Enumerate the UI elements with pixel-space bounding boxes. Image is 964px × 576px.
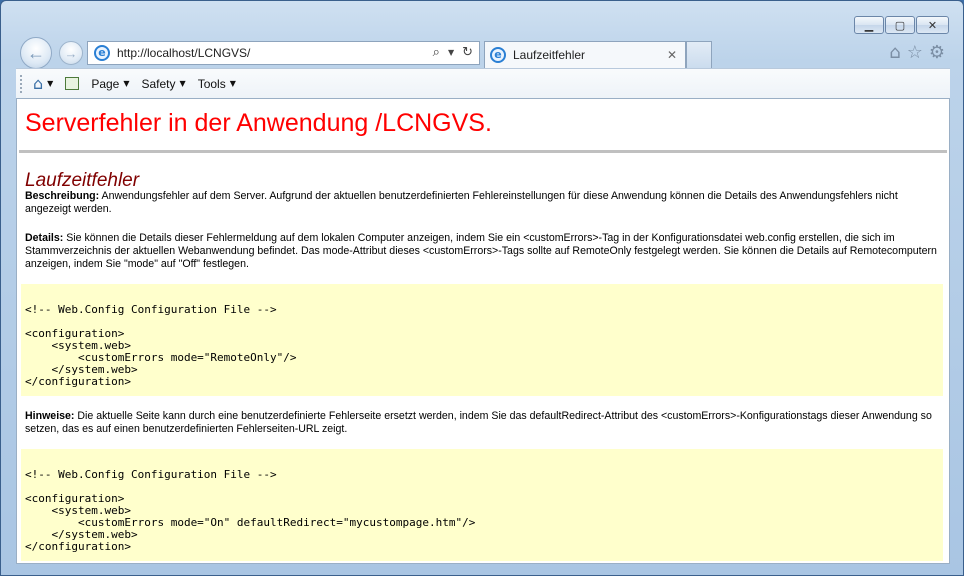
divider (19, 150, 947, 153)
command-bar (16, 68, 950, 98)
arrow-left-icon: ← (27, 42, 45, 63)
tools-menu[interactable] (198, 77, 236, 91)
close-button[interactable] (916, 16, 949, 34)
minimize-icon: ▁ (864, 18, 874, 32)
description-label: Beschreibung: (25, 190, 100, 202)
safety-menu[interactable] (142, 77, 186, 91)
back-button[interactable] (20, 37, 52, 69)
arrow-right-icon: → (64, 45, 78, 61)
dropdown-icon[interactable]: ▼ (447, 48, 455, 57)
chevron-down-icon: ▼ (179, 79, 186, 88)
description-paragraph (25, 190, 940, 216)
caption-buttons (853, 16, 949, 34)
forward-button[interactable] (59, 41, 83, 65)
home-icon: ⌂ (33, 74, 44, 93)
maximize-button[interactable] (885, 16, 915, 34)
favorites-star-icon[interactable]: ☆ (906, 42, 923, 63)
browser-right-icons (889, 42, 945, 63)
address-text[interactable]: http://localhost/LCNGVS/ (117, 46, 251, 60)
close-icon: ✕ (927, 18, 938, 32)
address-bar[interactable] (87, 41, 480, 65)
tab-close-icon[interactable]: ✕ (666, 48, 677, 62)
tab-title: Laufzeitfehler (513, 48, 586, 62)
notes-text: Die aktuelle Seite kann durch eine benutzerdefinierte Fehlerseite ersetzt werden, indem Sie das defaultRedirect-Attribut des <customErrors>-Konfigurationstags dieser Anwendung so setzen, das es auf einen benutzerdefinierten Fehlerseiten-URL zeigt. (25, 410, 932, 435)
chevron-down-icon: ▼ (229, 79, 236, 88)
error-subheading: Laufzeitfehler (25, 170, 140, 191)
safety-menu-label: Safety (141, 76, 176, 91)
address-bar-icons (433, 45, 473, 61)
code-block-remoteonly: <!-- Web.Config Configuration File --> <configuration> <system.web> <customErrors mode="RemoteOnly"/> </system.web> </configuration> (21, 284, 943, 396)
details-text: Sie können die Details dieser Fehlermeldung auf dem lokalen Computer anzeigen, indem Sie ein <customErrors>-Tag in der Konfigurationsdatei web.config erstellen, die sich im Stammverzeichnis der aktuellen Webanwendung befindet. Das mode-Attribut dieses <customErrors>-Tags sollte auf RemoteOnly festgelegt werden. Sie können die Details auf Remotecomputern anzeigen, indem Sie "mode" auf "Off" festlegen. (25, 232, 937, 270)
search-icon[interactable]: ⌕ (432, 45, 440, 60)
home-icon[interactable]: ⌂ (889, 42, 901, 63)
minimize-button[interactable] (854, 16, 884, 34)
ie-page-icon: e (94, 45, 110, 61)
gear-icon[interactable]: ⚙ (928, 42, 945, 63)
details-paragraph (25, 232, 940, 271)
page-menu-label: Page (91, 76, 120, 91)
tools-menu-label: Tools (197, 76, 226, 91)
details-label: Details: (25, 232, 64, 244)
toolbar-grip[interactable] (20, 75, 23, 93)
code-block-customredirect: <!-- Web.Config Configuration File --> <configuration> <system.web> <customErrors mode="On" defaultRedirect="mycustompage.htm"/> </system.web> </configuration> (21, 449, 943, 561)
chevron-down-icon: ▼ (47, 79, 54, 88)
maximize-icon: ▢ (894, 18, 906, 32)
chevron-down-icon: ▼ (123, 79, 130, 88)
new-tab-button[interactable] (686, 41, 712, 68)
tab-laufzeitfehler[interactable] (484, 41, 686, 68)
ie-tab-icon: e (490, 47, 506, 63)
page-title: Serverfehler in der Anwendung /LCNGVS. (25, 109, 492, 137)
page-content (16, 98, 950, 564)
page-menu[interactable] (91, 77, 129, 91)
description-text: Anwendungsfehler auf dem Server. Aufgrund der aktuellen benutzerdefinierten Fehlereinstellungen für diese Anwendung können die Details des Anwendungsfehlers nicht angezeigt werden. (25, 190, 898, 215)
home-menu[interactable] (33, 74, 53, 93)
refresh-icon[interactable]: ↻ (462, 45, 473, 60)
feeds-icon[interactable] (65, 77, 79, 90)
notes-paragraph (25, 410, 940, 436)
notes-label: Hinweise: (25, 410, 75, 422)
